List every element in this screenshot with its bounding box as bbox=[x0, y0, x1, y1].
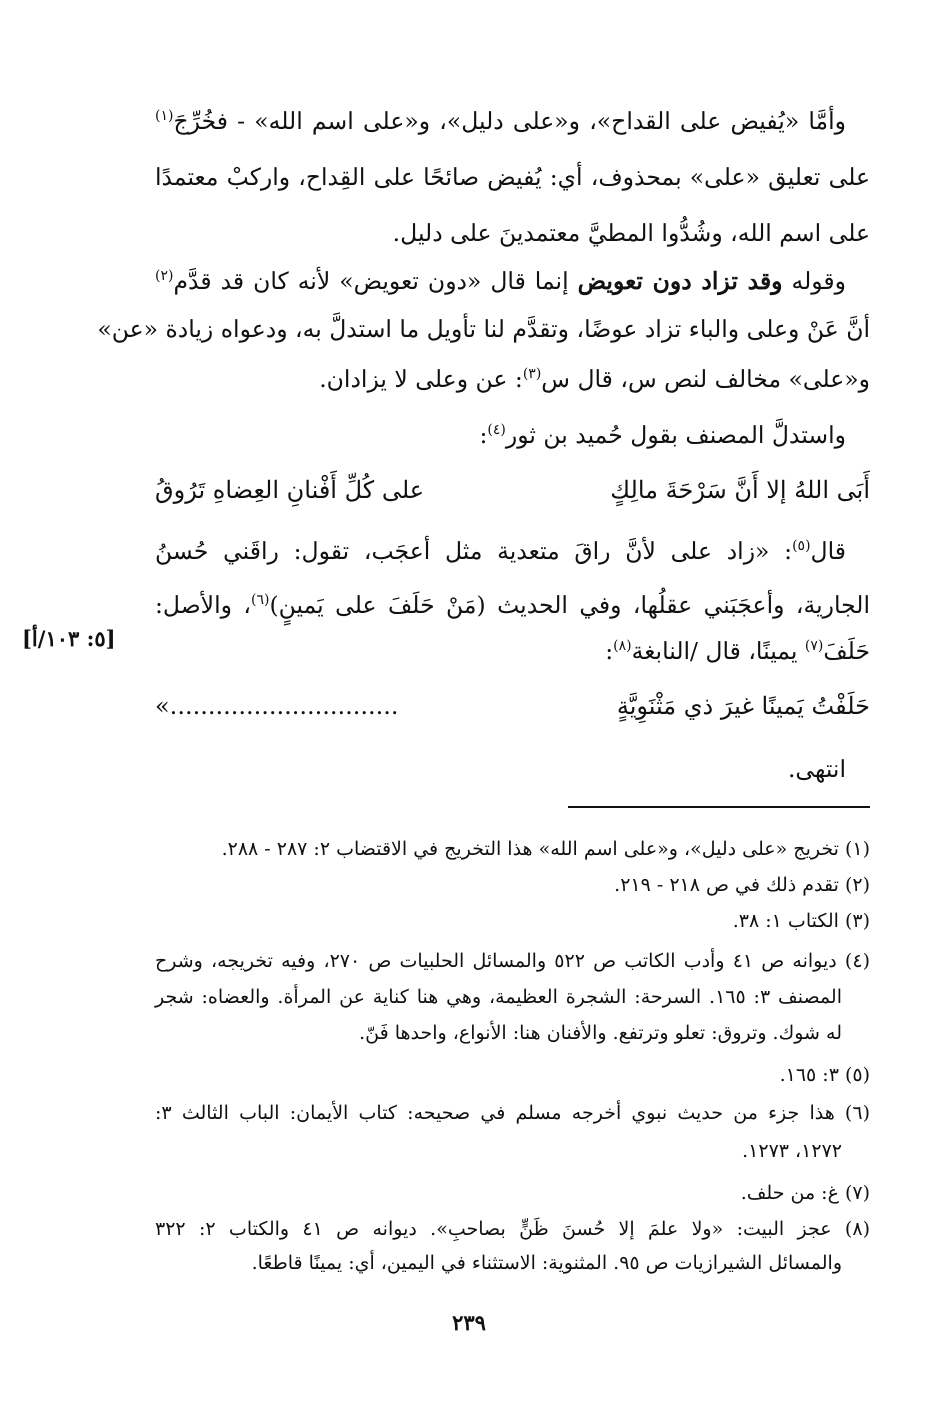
footnote-3: (٣) الكتاب ١: ٣٨. bbox=[732, 910, 870, 932]
footnote-1: (١) تخريج «على دليل»، و«على اسم الله» هذا التخريج في الاقتضاب ٢: ٢٨٧ - ٢٨٨. bbox=[221, 838, 870, 860]
body-line-8 bbox=[155, 534, 846, 568]
footnote-4-line-3: له شوك. وتروق: تعلو وترتفع. والأفنان هنا: الأنواع، واحدها فَنّ. bbox=[359, 1022, 842, 1044]
footnote-marker: (٦) bbox=[250, 592, 270, 608]
body-text: و«على» مخالف لنص س، قال س bbox=[541, 365, 870, 393]
body-text: : bbox=[479, 421, 488, 449]
footnote-6-line-1: (٦) هذا جزء من حديث نبوي أخرجه مسلم في صحيحه: كتاب الأيمان: الباب الثالث ٣: bbox=[155, 1102, 870, 1124]
body-text: وقوله bbox=[782, 267, 846, 295]
body-line-9 bbox=[155, 588, 870, 622]
poetry-verse-2 bbox=[155, 686, 870, 726]
body-text: : bbox=[605, 637, 614, 665]
body-line-6 bbox=[155, 362, 870, 396]
body-text: : «زاد على لأنَّ راقَ متعدية مثل أعجَب، تقول: راقَني حُسنُ bbox=[155, 537, 793, 565]
body-text: : عن وعلى لا يزادان. bbox=[319, 365, 523, 393]
footnote-4-line-2: المصنف ٣: ١٦٥. السرحة: الشجرة العظيمة، وهي هنا كناية عن المرأة. والعضاه: شجر bbox=[155, 986, 842, 1008]
body-line-2: على تعليق «على» بمحذوف، أي: يُفيض صائحًا على القِداح، واركبْ معتمدًا bbox=[155, 163, 870, 191]
footnote-7: (٧) غ: من حلف. bbox=[740, 1182, 870, 1204]
body-line-11: انتهى. bbox=[787, 755, 846, 783]
body-text: قال bbox=[810, 537, 846, 565]
footnote-2: (٢) تقدم ذلك في ص ٢١٨ - ٢١٩. bbox=[614, 874, 870, 896]
footnote-marker: (٨) bbox=[613, 638, 632, 654]
footnote-8-line-2: والمسائل الشيرازيات ص ٩٥. المثنوية: الاستثناء في اليمين، أي: يمينًا قاطعًا. bbox=[251, 1252, 842, 1274]
body-text: يمينًا، قال /النابغة bbox=[631, 637, 805, 665]
footnote-marker: (٥) bbox=[792, 538, 811, 554]
body-text: إنما قال «دون تعويض» لأنه كان قد قدَّم bbox=[173, 267, 578, 295]
body-text: ، والأصل: bbox=[155, 591, 251, 619]
footnote-8-line-1: (٨) عجز البيت: «ولا علمَ إلا حُسنَ ظَنٍّ بصاحبِ». ديوانه ص ٤١ والكتاب ٢: ٣٢٢ bbox=[155, 1218, 870, 1240]
body-line-7 bbox=[155, 418, 846, 452]
verse-second-hemistich-elided: ..............................» bbox=[155, 692, 399, 720]
footnote-marker: (٢) bbox=[155, 268, 174, 284]
footnote-4-line-1: (٤) ديوانه ص ٤١ وأدب الكاتب ص ٥٢٢ والمسائل الحلبيات ص ٢٧٠، وفيه تخريجه، وشرح bbox=[155, 950, 870, 972]
verse-second-hemistich: على كُلِّ أَفْنانِ العِضاهِ تَرُوقُ bbox=[155, 476, 425, 504]
verse-first-hemistich: أَبَى اللهُ إلا أَنَّ سَرْحَةَ مالِكٍ bbox=[610, 476, 870, 504]
body-text: واستدلَّ المصنف بقول حُميد بن ثور bbox=[505, 421, 846, 449]
body-line-5: أنَّ عَنْ وعلى والباء تزاد عوضًا، وتقدَّم لنا تأويل ما استدلَّ به، ودعواه زيادة «عن» bbox=[97, 315, 870, 343]
body-line-1 bbox=[155, 104, 846, 138]
footnote-marker: (١) bbox=[155, 108, 174, 124]
body-line-4 bbox=[155, 264, 846, 298]
poetry-verse-1 bbox=[155, 470, 870, 510]
body-text: وأمَّا «يُفيض على القداح»، و«على دليل»، و«على اسم الله» - فخُرِّجَ bbox=[173, 107, 846, 135]
footnote-6-line-2: ١٢٧٢، ١٢٧٣. bbox=[742, 1140, 842, 1162]
body-text: الجارية، وأعجَبَني عقلُها، وفي الحديث (مَنْ حَلَفَ على يَمينٍ) bbox=[269, 591, 870, 619]
footnote-marker: (٤) bbox=[487, 422, 506, 438]
body-line-3: على اسم الله، وشُدُّوا المطيَّ معتمدينَ على دليل. bbox=[392, 219, 870, 247]
verse-first-hemistich: حَلَفْتُ يَمينًا غيرَ ذي مَثْنَوِيَّةٍ bbox=[616, 692, 870, 720]
page-number: ٢٣٩ bbox=[452, 1310, 486, 1335]
footnote-5: (٥) ٣: ١٦٥. bbox=[779, 1064, 870, 1086]
manuscript-folio-reference: [٥: ١٠٣/أ] bbox=[22, 626, 116, 651]
body-text: حَلَفَ bbox=[823, 637, 870, 665]
body-line-10 bbox=[155, 634, 870, 668]
footnote-separator bbox=[568, 806, 870, 808]
footnote-marker: (٧) bbox=[804, 638, 824, 654]
quoted-phrase-bold: وقد تزاد دون تعويض bbox=[577, 267, 783, 295]
footnote-marker: (٣) bbox=[522, 366, 542, 382]
